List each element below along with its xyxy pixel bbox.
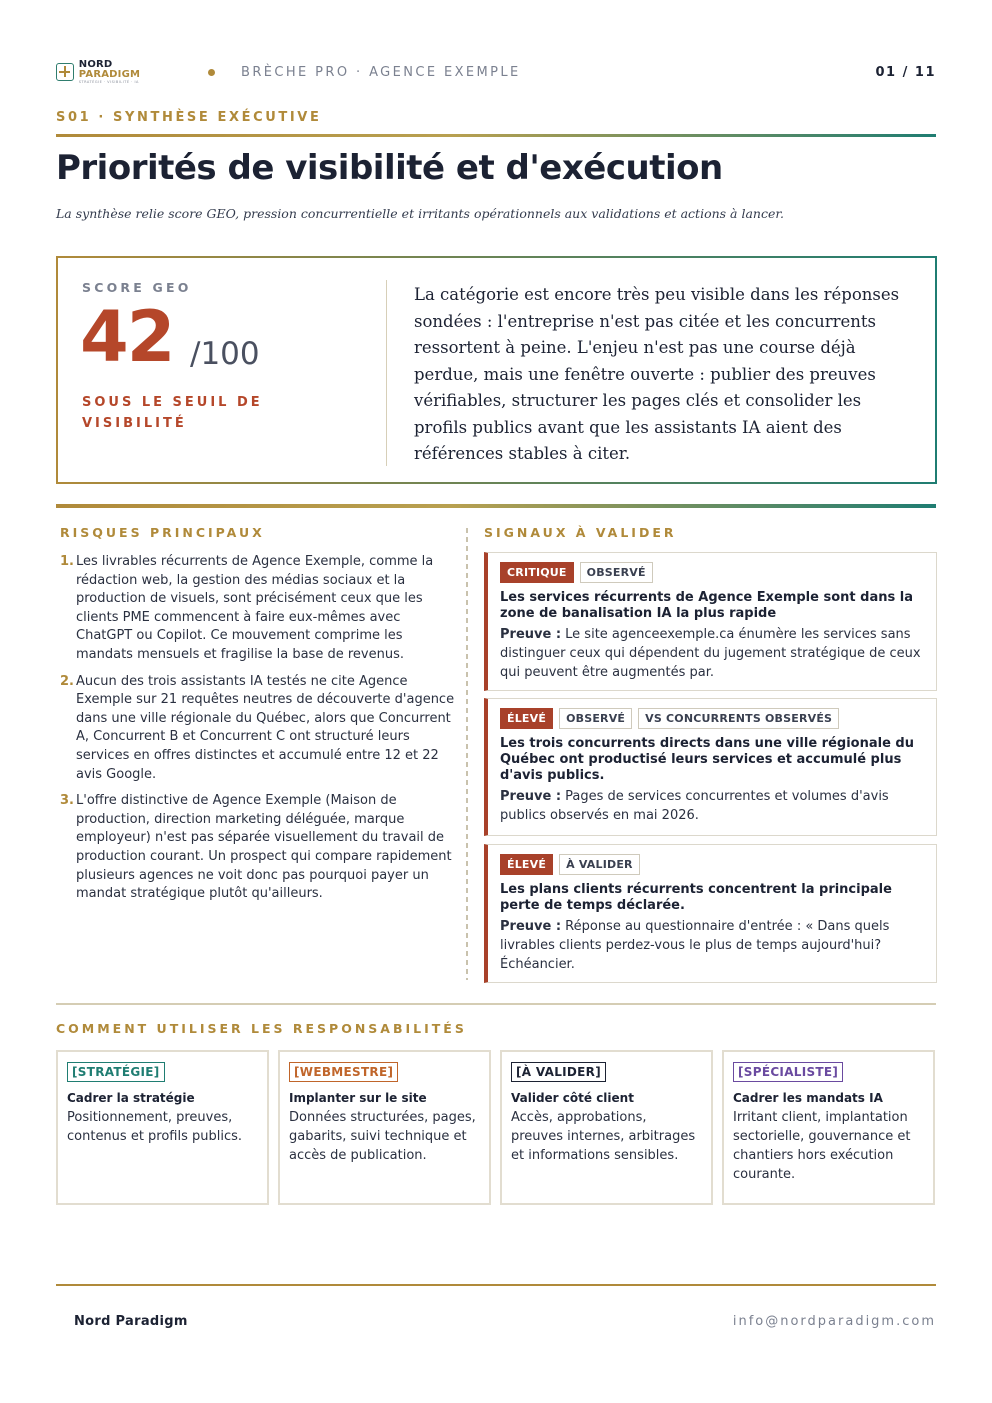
gradient-divider (56, 134, 936, 137)
logo-tagline: STRATÉGIE · VISIBILITÉ · IA (78, 79, 139, 84)
vertical-divider (386, 280, 387, 466)
score-value: 42 (80, 296, 174, 378)
list-item: 2. Aucun des trois assistants IA testés ne cite Agence Exemple sur 21 requêtes neutres de découverte d'agence dans une ville régionale du Québec, alors que Concurrent A, Concurrent B et Concurrent C ont structuré leurs services en offres distinctes et accumulé entre 12 et 22 avis Google. (60, 673, 455, 782)
signal-proof: Preuve : Le site agenceexemple.ca énumère les services sans distinguer ceux qui dépendent du jugement stratégique de ceux qui peuvent être augmentés par. (500, 627, 921, 680)
severity-tag: ÉLEVÉ (500, 854, 553, 875)
footer-divider (56, 1284, 936, 1286)
score-status: SOUS LE SEUIL DE VISIBILITÉ (82, 395, 263, 431)
score-summary: La catégorie est encore très peu visible dans les réponses sondées : l'entreprise n'est pas citée et les concurrents ressortent à peine. L'enjeu n'est pas une course déjà perdue, mais une fenêtre ouverte : publier des preuves vérifiables, structurer les pages clés et consolider les profils publics avant que les assistants IA aient des références stables à citer. (414, 285, 900, 463)
signal-proof: Preuve : Réponse au questionnaire d'entrée : « Dans quels livrables clients perdez-vous le plus de temps aujourd'hui? Échéancier. (500, 919, 890, 972)
gradient-divider (56, 504, 936, 508)
page-title: Priorités de visibilité et d'exécution (56, 148, 723, 188)
score-label: SCORE GEO (82, 280, 192, 295)
signal-card (484, 552, 937, 691)
role-tag: [STRATÉGIE] (67, 1062, 165, 1082)
responsibility-card-validate (500, 1050, 713, 1205)
role-heading: Cadrer la stratégie (67, 1091, 195, 1105)
column-divider (466, 528, 468, 980)
status-tag: À VALIDER (559, 854, 640, 875)
status-tag: OBSERVÉ (559, 708, 632, 729)
risks-list (60, 553, 456, 912)
role-description: Accès, approbations, preuves internes, arbitrages et informations sensibles. (511, 1110, 696, 1163)
responsibility-card-webmaster (278, 1050, 491, 1205)
list-item: 1. Les livrables récurrents de Agence Exemple, comme la rédaction web, la gestion des médias sociaux et la production de visuels, sont précisément ceux que les clients PME commencent à faire eux-mêmes avec ChatGPT ou Copilot. Ce mouvement comprime les mandats mensuels et fragilise la base de revenus. (60, 554, 434, 662)
risks-heading: RISQUES PRINCIPAUX (60, 525, 265, 540)
role-tag: [À VALIDER] (511, 1062, 606, 1082)
page-number: 01 / 11 (875, 64, 936, 80)
role-description: Positionnement, preuves, contenus et profils publics. (67, 1110, 243, 1144)
footer-company: Nord Paradigm (74, 1314, 188, 1329)
company-logo (56, 60, 176, 85)
signal-title: Les trois concurrents directs dans une ville régionale du Québec ont productisé leurs services et accumulé plus d'avis publics. (500, 736, 914, 783)
role-description: Données structurées, pages, gabarits, suivi technique et accès de publication. (289, 1110, 476, 1163)
compass-icon (56, 63, 74, 81)
severity-tag: CRITIQUE (500, 562, 574, 583)
role-description: Irritant client, implantation sectorielle, gouvernance et chantiers hors exécution courante. (733, 1110, 911, 1182)
signal-title: Les plans clients récurrents concentrent la principale perte de temps déclarée. (500, 882, 892, 913)
signal-card (484, 844, 937, 983)
role-heading: Valider côté client (511, 1091, 634, 1105)
severity-tag: ÉLEVÉ (500, 708, 553, 729)
signal-proof: Preuve : Pages de services concurrentes et volumes d'avis publics observés en mai 2026. (500, 789, 889, 823)
responsibility-card-specialist (722, 1050, 935, 1205)
section-code: S01 · SYNTHÈSE EXÉCUTIVE (56, 110, 322, 125)
footer-email-link[interactable]: info@nordparadigm.com (732, 1314, 936, 1329)
signals-heading: SIGNAUX À VALIDER (484, 525, 677, 540)
role-tag: [SPÉCIALISTE] (733, 1062, 843, 1082)
scope-tag: VS CONCURRENTS OBSERVÉS (638, 708, 839, 729)
role-tag: [WEBMESTRE] (289, 1062, 398, 1082)
score-panel (56, 256, 937, 484)
signal-card (484, 698, 937, 836)
top-bar (56, 60, 936, 84)
status-tag: OBSERVÉ (580, 562, 653, 583)
responsibility-card-strategy (56, 1050, 269, 1205)
signal-title: Les services récurrents de Agence Exemple sont dans la zone de banalisation IA la plus rapide (500, 590, 913, 621)
logo-name: NORD PARADIGM (78, 58, 141, 80)
responsibilities-heading: COMMENT UTILISER LES RESPONSABILITÉS (56, 1021, 467, 1036)
score-max: /100 (190, 336, 260, 372)
list-item: 3. L'offre distinctive de Agence Exemple (Maison de production, direction marketing déléguée, marque employeur) n'est pas séparée visuellement du travail de production courant. Un prospect qui compare rapidement plusieurs agences ne voit donc pas pourquoi payer un mandat stratégique plutôt qu'ailleurs. (60, 793, 452, 902)
page-subtitle: La synthèse relie score GEO, pression concurrentielle et irritants opérationnels aux validations et actions à lancer. (56, 206, 784, 221)
role-heading: Cadrer les mandats IA (733, 1091, 883, 1105)
section-divider (56, 1003, 936, 1005)
bullet-dot-icon (208, 69, 215, 76)
document-label: BRÈCHE PRO · AGENCE EXEMPLE (241, 64, 521, 80)
role-heading: Implanter sur le site (289, 1091, 427, 1105)
